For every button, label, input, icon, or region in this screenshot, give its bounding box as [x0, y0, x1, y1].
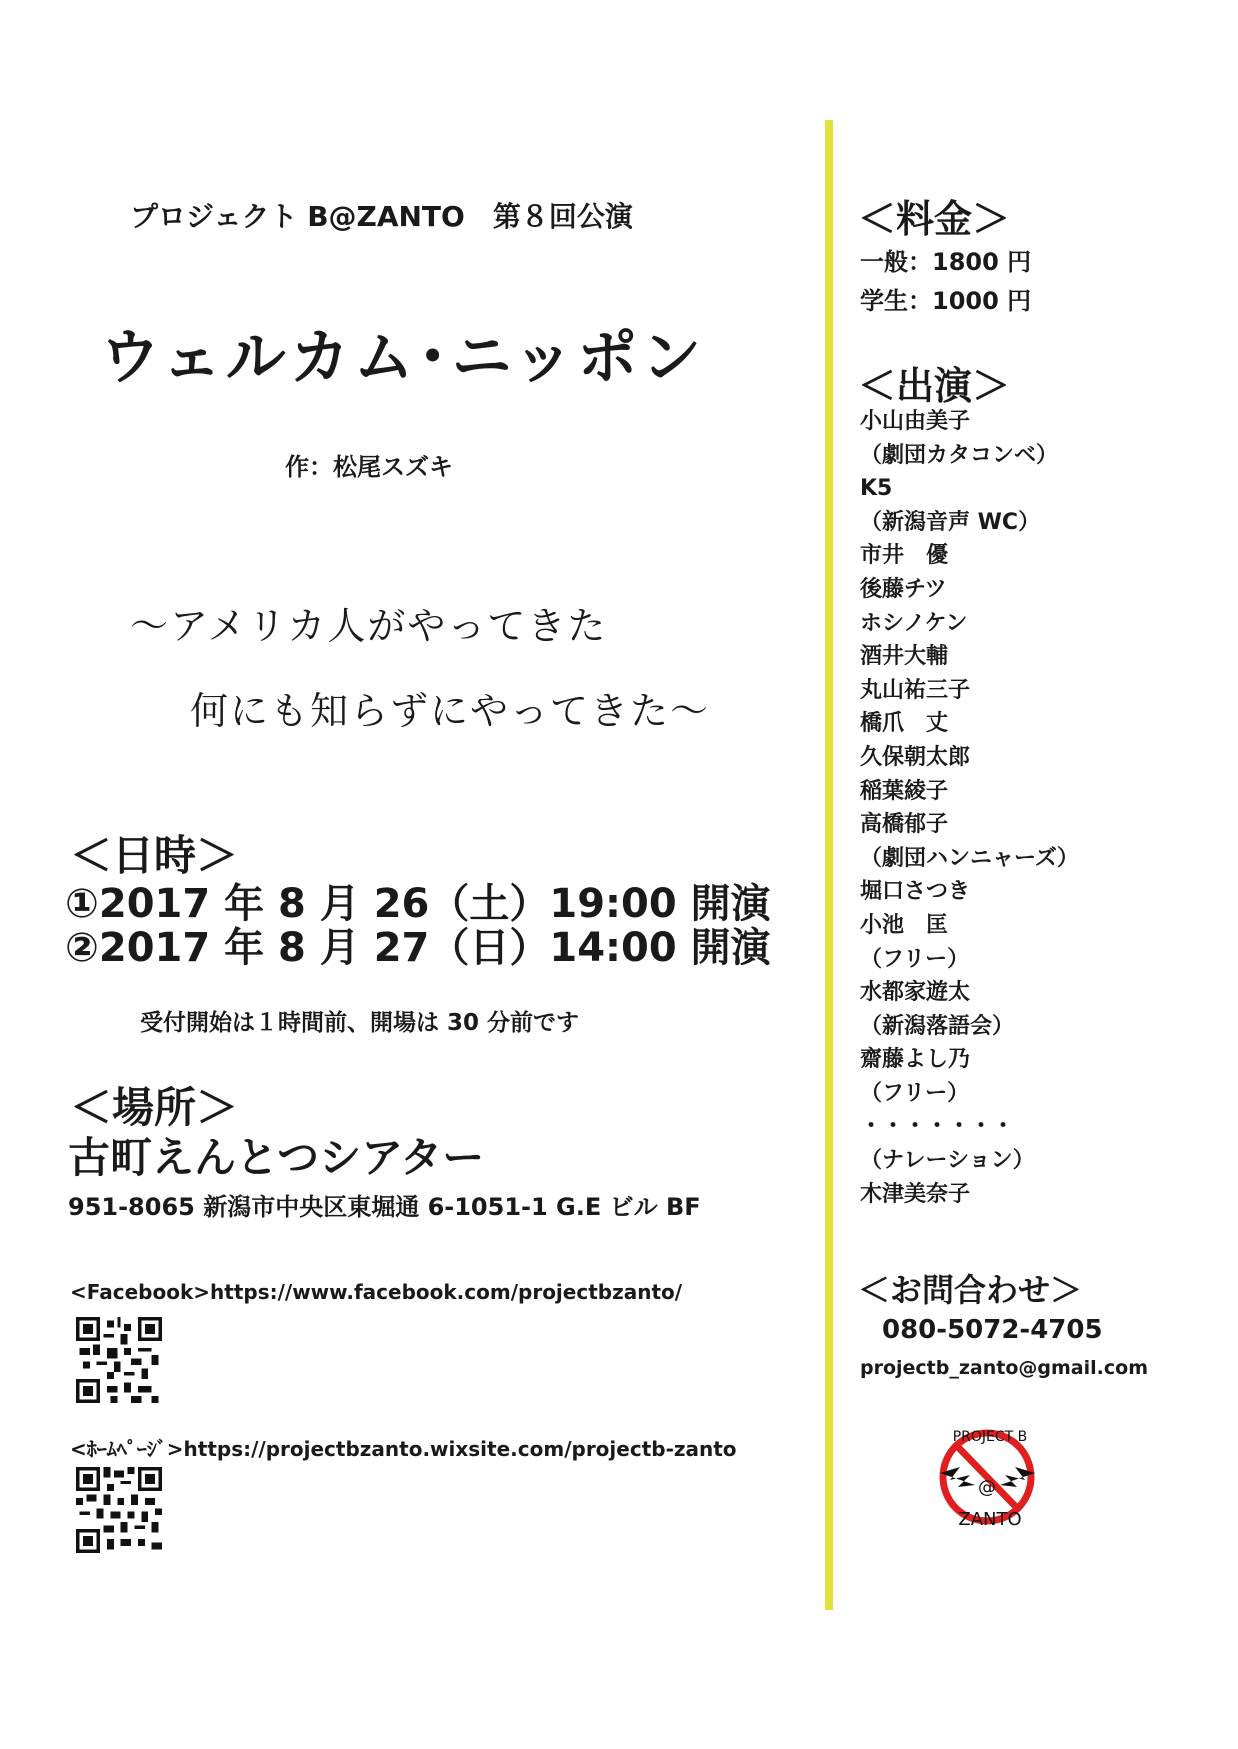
- cast-member: 木津美奈子: [860, 1181, 971, 1207]
- cast-member: 後藤チツ: [860, 576, 947, 602]
- cast-member: 橋爪 丈: [860, 711, 949, 737]
- cast-member: 堀口さつき: [860, 879, 971, 905]
- cast-member: 市井 優: [860, 543, 949, 569]
- cast-member: 酒井大輔: [860, 644, 949, 670]
- facebook-link[interactable]: <Facebook>https://www.facebook.com/projectbzanto/: [70, 1280, 683, 1304]
- cast-member: 丸山祐三子: [860, 677, 971, 703]
- homepage-link[interactable]: <ﾎｰﾑﾍﾟｰｼﾞ>https://projectbzanto.wixsite.com/projectb-zanto: [70, 1437, 737, 1461]
- company-line: プロジェクト B@ZANTO 第８回公演: [130, 200, 633, 233]
- homepage-qr-code[interactable]: [73, 1467, 165, 1553]
- cast-member: K5: [860, 476, 893, 502]
- project-b-zanto-logo: [920, 1425, 1055, 1530]
- subtitle-line2: 何にも知らずにやってきた～: [190, 689, 711, 733]
- cast-member: 水都家遊太: [860, 980, 971, 1006]
- facebook-qr-code[interactable]: [73, 1317, 165, 1403]
- cast-member: 小山由美子: [860, 409, 971, 434]
- play-title: ウェルカム･ニッポン: [100, 323, 706, 393]
- pricing-heading: ＜料金＞: [858, 197, 1011, 241]
- cast-member: 久保朝太郎: [860, 744, 971, 770]
- schedule-heading: ＜日時＞: [70, 831, 239, 880]
- venue-name: 古町えんとつシアター: [68, 1133, 485, 1182]
- schedule-line2: ②2017 年 8 月 27（日）14:00 開演: [65, 925, 771, 971]
- cast-heading: ＜出演＞: [858, 364, 1011, 408]
- cast-member: 小池 匡: [860, 912, 949, 938]
- contact-email[interactable]: projectb_zanto@gmail.com: [860, 1357, 1148, 1379]
- cast-member: （新潟落語会）: [860, 1013, 1015, 1039]
- logo-text-top: PROJECT B: [952, 1429, 1028, 1445]
- cast-member: 稲葉綾子: [860, 778, 949, 804]
- cast-member: ホシノケン: [860, 610, 968, 636]
- author: 作：松尾スズキ: [285, 453, 453, 481]
- yellow-divider: [825, 120, 833, 1610]
- cast-member: （新潟音声 WC）: [860, 509, 1041, 535]
- price-student: 学生：1000 円: [860, 287, 1032, 315]
- cast-member: （フリー）: [860, 946, 970, 972]
- logo-symbol: @: [978, 1477, 996, 1498]
- price-general: 一般：1800 円: [860, 248, 1032, 276]
- contact-heading: ＜お問合わせ＞: [858, 1271, 1083, 1309]
- logo-text-bottom: ZANTO: [958, 1509, 1022, 1530]
- venue-address: 951-8065 新潟市中央区東堀通 6-1051-1 G.E ビル BF: [68, 1193, 701, 1221]
- cast-member: 高橋郁子: [860, 812, 949, 838]
- subtitle-line1: ～アメリカ人がやってきた: [130, 604, 608, 648]
- cast-member: ・・・・・・・: [860, 1114, 1015, 1140]
- contact-phone[interactable]: 080-5072-4705: [882, 1315, 1103, 1345]
- cast-member: （劇団カタコンベ）: [860, 442, 1059, 468]
- cast-member: （劇団ハンニャーズ）: [860, 845, 1079, 871]
- cast-member: （ナレーション）: [860, 1148, 1035, 1174]
- cast-list: [860, 405, 1079, 1211]
- cast-member: （フリー）: [860, 1080, 970, 1106]
- cast-member: 齋藤よし乃: [860, 1047, 971, 1073]
- venue-heading: ＜場所＞: [70, 1083, 239, 1132]
- reception-note: 受付開始は１時間前、開場は 30 分前です: [140, 1010, 580, 1036]
- schedule-line1: ①2017 年 8 月 26（土）19:00 開演: [65, 881, 771, 927]
